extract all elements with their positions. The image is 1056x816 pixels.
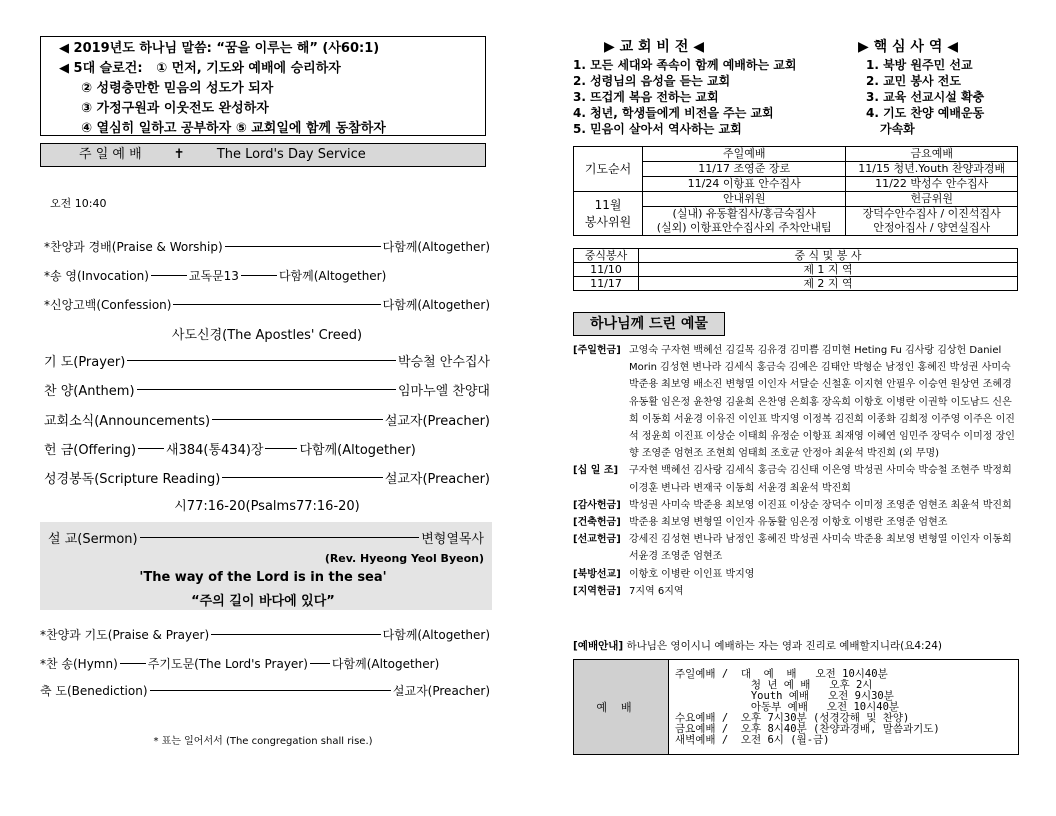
friday-prayer-1: 11/15 청년.Youth 찬양과경배 (846, 162, 1018, 177)
order-middle: 새384(통434)장 (166, 443, 264, 458)
creed-label: 사도신경(The Apostles' Creed) (171, 328, 363, 343)
core-item: 1. 북방 원주민 선교 (866, 58, 973, 72)
worship-verse: 하나님은 영이시니 예배하는 자는 영과 진리로 예배할지니라(요4:24) (626, 640, 943, 652)
sunday-prayer-2: 11/24 이항표 안수집사 (643, 177, 846, 192)
order-confession (44, 296, 490, 313)
friday-head: 금요예배 (846, 147, 1018, 162)
prayer-order-label: 기도순서 (574, 147, 643, 192)
order-leader: 다함께(Altogether) (382, 240, 490, 254)
offering-label: [주일헌금] (573, 345, 621, 356)
order-label: 성경봉독(Scripture Reading) (44, 472, 221, 487)
scripture-ref: 시77:16-20(Psalms77:16-20) (174, 499, 360, 514)
order-praise (44, 238, 490, 255)
guide-1: (실내) 유동활집사/홍금숙집사 (643, 207, 846, 222)
stand-note: * 표는 일어서서 (The congregation shall rise.) (153, 736, 373, 747)
order-leader: 다함께(Altogether) (299, 443, 416, 458)
service-title-en: The Lord's Day Service (216, 147, 366, 162)
vision-title: ▶ 교 회 비 전 ◀ (604, 39, 704, 55)
order-offering (44, 439, 490, 458)
order-leader: 변형열목사 (421, 532, 484, 547)
offering-names: 구자현 백혜선 김사랑 김세식 홍금숙 김신태 이은영 박성권 사미숙 박승철 조현주 박정희 이경훈 변나라 변재국 이동희 서윤경 최윤석 박진희 (629, 465, 1012, 494)
order-prayer (44, 351, 490, 370)
core-item: 4. 기도 찬양 예배운동 (866, 106, 985, 120)
order-label: 설 교(Sermon) (48, 532, 138, 547)
service-title-ko: 주 일 예 배 (79, 147, 142, 162)
worship-guide-label: [예배안내] (573, 640, 624, 652)
offering-names: 박성권 사미숙 박준용 최보영 이진표 이상순 장덕수 이미정 조영준 엄현조 최윤석 박진희 (629, 499, 1012, 511)
meal-head-right: 중 식 및 봉 사 (639, 249, 1018, 263)
slogan-item-1: ① 먼저, 기도와 예배에 승리하자 (156, 61, 341, 76)
preacher-en: (Rev. Hyeong Yeol Byeon) (324, 552, 484, 565)
order-leader: 임마누엘 찬양대 (397, 384, 490, 399)
order-leader: 설교자(Preacher) (384, 414, 490, 429)
order-label: *찬양과 경배(Praise & Worship) (44, 240, 223, 254)
sermon-box (40, 522, 492, 610)
core-item: 가속화 (880, 122, 915, 136)
month-label: 11월 (594, 197, 622, 212)
order-sermon (48, 528, 484, 547)
offering-label: [십 일 조] (573, 465, 619, 477)
core-item: 2. 교민 봉사 전도 (866, 74, 961, 88)
offering-label: [감사헌금] (573, 499, 621, 511)
order-leader: 다함께(Altogether) (382, 298, 490, 312)
offering-row (573, 583, 1021, 600)
schedule-line: Youth 예배 오전 9시30분 (675, 689, 894, 702)
vision-item: 2. 성령님의 음성을 듣는 교회 (573, 74, 731, 88)
offering-names: 강세진 김성현 변나라 남정인 홍혜진 박성권 사미숙 박준용 최보영 변형열 이인자 이동희 서윤경 조영준 엄현조 (629, 534, 1012, 563)
volunteer-label-text: 봉사위원 (584, 214, 632, 229)
offering-row (573, 566, 1021, 583)
order-benediction (40, 682, 490, 699)
order-anthem (44, 380, 490, 399)
schedule-line: 새벽예배 / 오전 6시 (월-금) (675, 733, 830, 746)
offering-label: [건축헌금] (573, 517, 621, 529)
offering-label: [북방선교] (573, 568, 621, 580)
order-label: 찬 양(Anthem) (44, 384, 135, 399)
sermon-title-en: 'The way of the Lord is in the sea' (139, 570, 387, 585)
order-label: 헌 금(Offering) (44, 443, 137, 458)
meal-desc: 제 1 지 역 (639, 263, 1018, 277)
offering-label: [선교헌금] (573, 534, 621, 546)
offering-row (573, 342, 1021, 462)
guide-2: (실외) 이항표안수집사외 주차안내팀 (643, 221, 846, 236)
cross-icon: ✝ (173, 147, 185, 162)
motto-line-4: ③ 가정구원과 이웃전도 완성하자 (81, 101, 269, 116)
offering-label: [지역헌금] (573, 585, 621, 597)
schedule-line: 수요예배 / 오후 7시30분 (성경강해 및 찬양) (675, 711, 910, 724)
schedule-line: 청 년 예 배 오후 2시 (675, 678, 873, 691)
order-label: *신앙고백(Confession) (44, 298, 172, 312)
schedule-line: 금요예배 / 오후 8시40분 (찬양과경배, 말씀과기도) (675, 722, 940, 735)
sunday-prayer-1: 11/17 조영준 장로 (643, 162, 846, 177)
meal-desc: 제 2 지 역 (639, 277, 1018, 291)
order-leader: 설교자(Preacher) (392, 684, 490, 698)
volunteer-label (574, 192, 643, 236)
vision-item: 1. 모든 세대와 족속이 함께 예배하는 교회 (573, 58, 797, 72)
offerings-list (573, 342, 1021, 600)
offering-names: 7지역 6지역 (629, 585, 684, 597)
offering-head: 헌금위원 (846, 192, 1018, 207)
offering-names: 박준용 최보영 변형열 이인자 유동활 임은정 이항호 이병란 조영준 엄현조 (629, 517, 948, 529)
order-hymn (40, 655, 490, 672)
core-title: ▶ 핵 심 사 역 ◀ (858, 39, 958, 55)
order-scripture (44, 468, 490, 487)
service-title (40, 143, 486, 167)
motto-line-2 (59, 59, 485, 79)
offering-row (573, 514, 1021, 531)
motto-line-3: ② 성령충만한 믿음의 성도가 되자 (81, 81, 274, 96)
service-time: 오전 10:40 (50, 197, 107, 210)
offerings-title: 하나님께 드린 예물 (573, 312, 725, 336)
worship-box-label: 예배 (574, 660, 669, 755)
motto-line-5: ④ 열심히 일하고 공부하자 ⑤ 교회일에 함께 동참하자 (81, 121, 386, 136)
order-announcements (44, 410, 490, 429)
order-label: *찬 송(Hymn) (40, 657, 118, 671)
order-label: 축 도(Benediction) (40, 684, 148, 698)
vision-list (573, 57, 796, 137)
worship-guide-note (573, 638, 942, 653)
order-praise-prayer (40, 626, 490, 643)
meal-date: 11/10 (574, 263, 639, 277)
vision-item: 3. 뜨겁게 복음 전하는 교회 (573, 90, 719, 104)
order-label: 교회소식(Announcements) (44, 414, 211, 429)
schedule-line: 아동부 예배 오전 10시40분 (675, 700, 900, 713)
offering-row (573, 497, 1021, 514)
motto-box (40, 36, 486, 136)
meal-head-left: 중식봉사 (574, 249, 639, 263)
sermon-title-ko: “주의 길이 바다에 있다” (191, 594, 335, 609)
sunday-head: 주일예배 (643, 147, 846, 162)
meal-service-table (573, 248, 1018, 291)
order-leader: 설교자(Preacher) (384, 472, 490, 487)
vision-item: 4. 청년, 학생들에게 비전을 주는 교회 (573, 106, 774, 120)
friday-prayer-2: 11/22 박성수 안수집사 (846, 177, 1018, 192)
order-label: *송 영(Invocation) (44, 269, 149, 283)
order-leader: 다함께(Altogether) (278, 269, 387, 283)
order-leader: 다함께(Altogether) (382, 628, 490, 642)
core-list (866, 57, 984, 137)
meal-date: 11/17 (574, 277, 639, 291)
order-label: 기 도(Prayer) (44, 355, 126, 370)
vision-item: 5. 믿음이 살아서 역사하는 교회 (573, 122, 742, 136)
roles-table (573, 146, 1018, 236)
order-label: *찬양과 기도(Praise & Prayer) (40, 628, 210, 642)
order-leader: 박승철 안수집사 (397, 355, 490, 370)
guide-head: 안내위원 (643, 192, 846, 207)
order-leader: 다함께(Altogether) (331, 657, 440, 671)
order-middle: 교독문13 (188, 269, 239, 283)
offering-row (573, 531, 1021, 565)
offering-names: 이항호 이병란 이인표 박지영 (629, 568, 755, 580)
offering-names: 고영숙 구자현 백혜선 김길목 김유경 김미쁨 김미현 Heting Fu 김사랑 김상헌 Daniel Morin 김성현 변나라 김세식 홍금숙 김예은 김태안 박형순 남정인 홍혜진 박성권 사미숙 박준용 최보영 배소진 변형열 이인자 서달순 신철훈 이지현 안필우 이승연 원상연 조혜경 유동활 임은정 윤찬영 김윤희 은찬영 은희홍 장옥희 이항호 이병란 이권학 이도남드 신은희 이동희 서윤경 이유진 이인표 박지영 이정복 김진희 이종화 김희정 이주영 이주은 이진석 정윤희 이진표 이상순 이태희 유정순 이항표 최재영 이혜연 임민주 장덕수 이미정 장인향 조영준 엄현조 조현희 엄태희 조호균 안정아 최윤석 박진희 (외 무명) (629, 345, 1015, 460)
offer-2: 안정아집사 / 양연실집사 (846, 221, 1018, 236)
schedule-line: 주일예배 / 대 예 배 오전 10시40분 (675, 667, 888, 680)
motto-line-1: ◀ 2019년도 하나님 말씀: “꿈을 이루는 해” (사60:1) (59, 41, 380, 56)
offer-1: 장덕수안수집사 / 이진석집사 (846, 207, 1018, 222)
worship-schedule (669, 660, 1019, 755)
offering-row (573, 462, 1021, 496)
order-middle: 주기도문(The Lord's Prayer) (147, 657, 308, 671)
worship-schedule-table (573, 659, 1019, 755)
order-invocation (44, 267, 490, 284)
core-item: 3. 교육 선교시설 확충 (866, 90, 985, 104)
slogan-prefix: ◀ 5대 슬로건: (59, 61, 143, 76)
